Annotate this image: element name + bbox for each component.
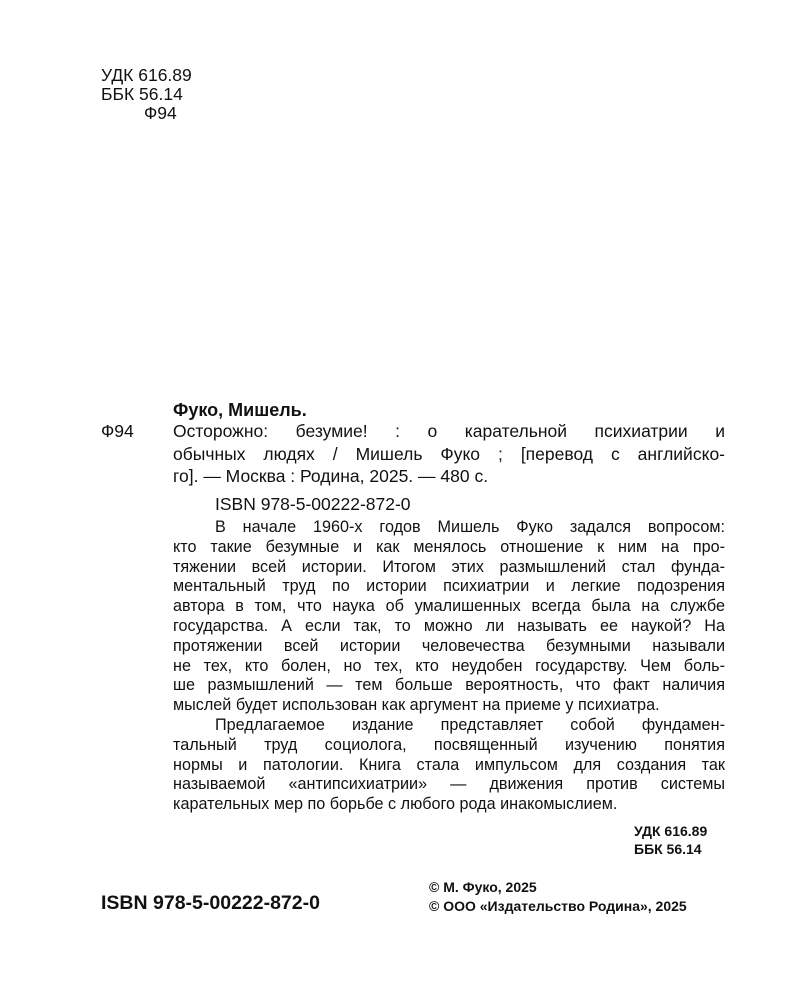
annotation-line: Предлагаемое издание представляет собой фундамен- [215, 715, 725, 734]
annotation [173, 518, 725, 815]
annotation-line: протяжении всей истории человечества безумными называли [173, 636, 725, 655]
bibliographic-description [173, 420, 725, 488]
annotation-line: государства. А если так, то можно ли называть ее наукой? На [173, 616, 725, 635]
copyright-block [429, 878, 687, 916]
annotation-line: кто такие безумные и как менялось отношение к ним на про- [173, 537, 725, 556]
annotation-line: называемой «антипсихиатрии» — движения против системы [173, 775, 725, 794]
annotation-line: нормы и патологии. Книга стала импульсом для создания так [173, 755, 725, 774]
annotation-line: карательных мер по борьбе с любого рода инакомыслием. [173, 795, 618, 814]
udk-code-bottom: УДК 616.89 [634, 823, 708, 839]
bottom-classification [634, 822, 707, 858]
bbk-code-bottom: ББК 56.14 [634, 841, 702, 857]
annotation-line: тяжении всей истории. Итогом этих размышлений стал фунда- [173, 557, 725, 576]
annotation-line: В начале 1960-х годов Мишель Фуко задался вопросом: [215, 518, 725, 536]
catalog-isbn: ISBN 978-5-00222-872-0 [215, 494, 411, 514]
description-line: го]. — Москва : Родина, 2025. — 480 с. [173, 466, 489, 486]
copyright-publisher: © ООО «Издательство Родина», 2025 [429, 898, 687, 914]
annotation-line: мыслей будет использован как аргумент на приеме у психиатра. [173, 696, 660, 715]
bbk-code: ББК 56.14 [101, 84, 183, 104]
catalog-cutter: Ф94 [101, 421, 134, 441]
annotation-line: не тех, кто болен, но тех, кто неудобен государству. Чем боль- [173, 656, 725, 675]
annotation-line: ментальный труд по истории психиатрии и легкие подозрения [173, 577, 725, 596]
copyright-author: © М. Фуко, 2025 [429, 879, 537, 895]
cutter-code: Ф94 [144, 103, 177, 123]
annotation-line: тальный труд социолога, посвященный изучению понятия [173, 735, 725, 754]
udk-code: УДК 616.89 [101, 65, 192, 85]
annotation-line: автора в том, что наука об умалишенных всегда была на службе [173, 597, 725, 616]
top-classification [101, 66, 192, 123]
description-line: обычных людях / Мишель Фуко ; [перевод с английско- [173, 443, 725, 464]
annotation-line: ше размышлений — тем больше вероятность, что факт наличия [173, 676, 725, 695]
author-heading: Фуко, Мишель. [173, 400, 307, 420]
isbn-large: ISBN 978-5-00222-872-0 [101, 892, 320, 914]
description-line: Осторожно: безумие! : о карательной психиатрии и [173, 421, 725, 441]
